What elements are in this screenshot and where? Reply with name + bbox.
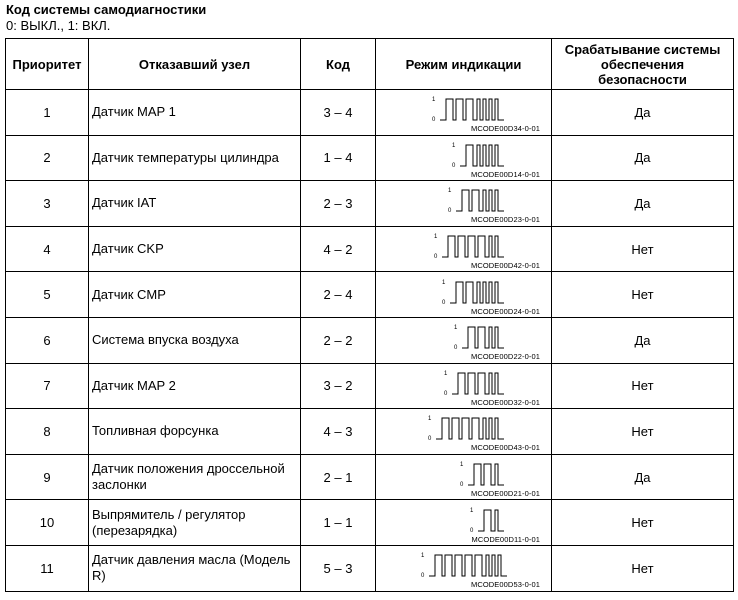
code-cell: 4 – 2 (301, 226, 376, 272)
high-level-label: 1 (460, 462, 464, 469)
high-level-label: 1 (434, 234, 438, 241)
header-indication-mode: Режим индикации (376, 39, 552, 90)
waveform-id-label: MCODE00D24-0-01 (470, 306, 540, 316)
blink-pattern-diagram (379, 364, 548, 408)
indication-waveform-cell (376, 181, 552, 227)
table-row (6, 454, 734, 500)
waveform-id-label: MCODE00D11-0-01 (471, 534, 540, 544)
table-row (6, 226, 734, 272)
priority-cell: 11 (6, 545, 89, 591)
blink-pulse-trace (478, 510, 504, 531)
blink-pattern-diagram (379, 181, 548, 225)
state-legend: 0: ВЫКЛ., 1: ВКЛ. (6, 18, 111, 33)
low-level-label: 0 (434, 254, 438, 261)
high-level-label: 1 (452, 142, 456, 149)
failed-unit-cell: Выпрямитель / регулятор (перезарядка) (89, 500, 301, 546)
indication-waveform-cell (376, 135, 552, 181)
failsafe-cell: Нет (552, 363, 734, 409)
table-row (6, 500, 734, 546)
waveform-id-label: MCODE00D14-0-01 (470, 169, 540, 179)
failed-unit-cell: Датчик температуры цилиндра (89, 135, 301, 181)
priority-cell: 9 (6, 454, 89, 500)
blink-pulse-trace (468, 464, 504, 485)
code-cell: 2 – 1 (301, 454, 376, 500)
waveform-id-label: MCODE00D42-0-01 (470, 261, 540, 271)
low-level-label: 0 (432, 117, 436, 124)
blink-pattern-diagram (379, 546, 548, 590)
high-level-label: 1 (432, 97, 436, 104)
diagnostic-code-table (5, 38, 734, 592)
low-level-label: 0 (454, 345, 458, 352)
failed-unit-cell: Датчик давления масла (Модель R) (89, 545, 301, 591)
header-priority: Приоритет (6, 39, 89, 90)
high-level-label: 1 (448, 188, 452, 195)
indication-waveform-cell (376, 409, 552, 455)
code-cell: 2 – 4 (301, 272, 376, 318)
indication-waveform-cell (376, 90, 552, 136)
waveform-id-label: MCODE00D22-0-01 (470, 352, 540, 362)
priority-cell: 8 (6, 409, 89, 455)
indication-waveform-cell (376, 500, 552, 546)
failed-unit-cell: Датчик MAP 1 (89, 90, 301, 136)
priority-cell: 7 (6, 363, 89, 409)
table-row (6, 135, 734, 181)
indication-waveform-cell (376, 272, 552, 318)
failed-unit-cell: Датчик положения дроссельной заслонки (89, 454, 301, 500)
table-row (6, 181, 734, 227)
indication-waveform-cell (376, 317, 552, 363)
code-cell: 5 – 3 (301, 545, 376, 591)
header-failsafe: Срабатывание системы обеспечения безопасности (552, 39, 734, 90)
blink-pulse-trace (436, 418, 504, 439)
failsafe-cell: Да (552, 317, 734, 363)
indication-waveform-cell (376, 363, 552, 409)
page-title: Код системы самодиагностики (6, 2, 207, 17)
low-level-label: 0 (452, 162, 456, 169)
failed-unit-cell: Датчик CKP (89, 226, 301, 272)
blink-pattern-diagram (379, 227, 548, 271)
low-level-label: 0 (470, 527, 474, 534)
blink-pattern-diagram (379, 409, 548, 453)
failsafe-cell: Да (552, 135, 734, 181)
table-header-row (6, 39, 734, 90)
waveform-id-label: MCODE00D21-0-01 (470, 489, 540, 499)
table-row (6, 272, 734, 318)
code-cell: 2 – 3 (301, 181, 376, 227)
failsafe-cell: Да (552, 454, 734, 500)
table-row (6, 363, 734, 409)
failsafe-cell: Нет (552, 409, 734, 455)
blink-pulse-trace (462, 327, 504, 348)
failed-unit-cell: Датчик CMP (89, 272, 301, 318)
low-level-label: 0 (444, 390, 448, 397)
failed-unit-cell: Топливная форсунка (89, 409, 301, 455)
code-cell: 2 – 2 (301, 317, 376, 363)
blink-pattern-diagram (379, 90, 548, 134)
blink-pulse-trace (442, 236, 504, 257)
high-level-label: 1 (444, 370, 448, 377)
low-level-label: 0 (428, 436, 432, 443)
low-level-label: 0 (421, 573, 425, 580)
code-cell: 1 – 4 (301, 135, 376, 181)
blink-pulse-trace (440, 99, 504, 120)
indication-waveform-cell (376, 454, 552, 500)
priority-cell: 6 (6, 317, 89, 363)
low-level-label: 0 (448, 208, 452, 215)
table-row (6, 90, 734, 136)
failed-unit-cell: Датчик MAP 2 (89, 363, 301, 409)
failsafe-cell: Нет (552, 272, 734, 318)
waveform-id-label: MCODE00D43-0-01 (470, 443, 540, 453)
code-cell: 3 – 2 (301, 363, 376, 409)
high-level-label: 1 (470, 507, 474, 514)
blink-pulse-trace (429, 555, 507, 576)
priority-cell: 2 (6, 135, 89, 181)
failsafe-cell: Нет (552, 545, 734, 591)
code-cell: 4 – 3 (301, 409, 376, 455)
blink-pattern-diagram (379, 501, 548, 545)
blink-pattern-diagram (379, 318, 548, 362)
low-level-label: 0 (442, 299, 446, 306)
waveform-id-label: MCODE00D23-0-01 (470, 215, 540, 225)
blink-pattern-diagram (379, 455, 548, 499)
waveform-id-label: MCODE00D34-0-01 (470, 124, 540, 134)
blink-pulse-trace (460, 145, 504, 166)
failed-unit-cell: Система впуска воздуха (89, 317, 301, 363)
high-level-label: 1 (428, 416, 432, 423)
blink-pulse-trace (450, 282, 504, 303)
failsafe-cell: Да (552, 181, 734, 227)
indication-waveform-cell (376, 545, 552, 591)
high-level-label: 1 (442, 279, 446, 286)
priority-cell: 10 (6, 500, 89, 546)
header-code: Код (301, 39, 376, 90)
priority-cell: 1 (6, 90, 89, 136)
priority-cell: 3 (6, 181, 89, 227)
code-cell: 3 – 4 (301, 90, 376, 136)
low-level-label: 0 (460, 482, 464, 489)
high-level-label: 1 (421, 553, 425, 560)
code-cell: 1 – 1 (301, 500, 376, 546)
waveform-id-label: MCODE00D32-0-01 (470, 397, 540, 407)
table-row (6, 409, 734, 455)
table-row (6, 545, 734, 591)
blink-pulse-trace (456, 190, 504, 211)
blink-pulse-trace (452, 373, 504, 394)
high-level-label: 1 (454, 325, 458, 332)
failsafe-cell: Нет (552, 226, 734, 272)
blink-pattern-diagram (379, 273, 548, 317)
blink-pattern-diagram (379, 136, 548, 180)
priority-cell: 5 (6, 272, 89, 318)
failsafe-cell: Да (552, 90, 734, 136)
failsafe-cell: Нет (552, 500, 734, 546)
priority-cell: 4 (6, 226, 89, 272)
waveform-id-label: MCODE00D53-0-01 (470, 580, 540, 590)
header-failed-unit: Отказавший узел (89, 39, 301, 90)
table-row (6, 317, 734, 363)
failed-unit-cell: Датчик IAT (89, 181, 301, 227)
indication-waveform-cell (376, 226, 552, 272)
